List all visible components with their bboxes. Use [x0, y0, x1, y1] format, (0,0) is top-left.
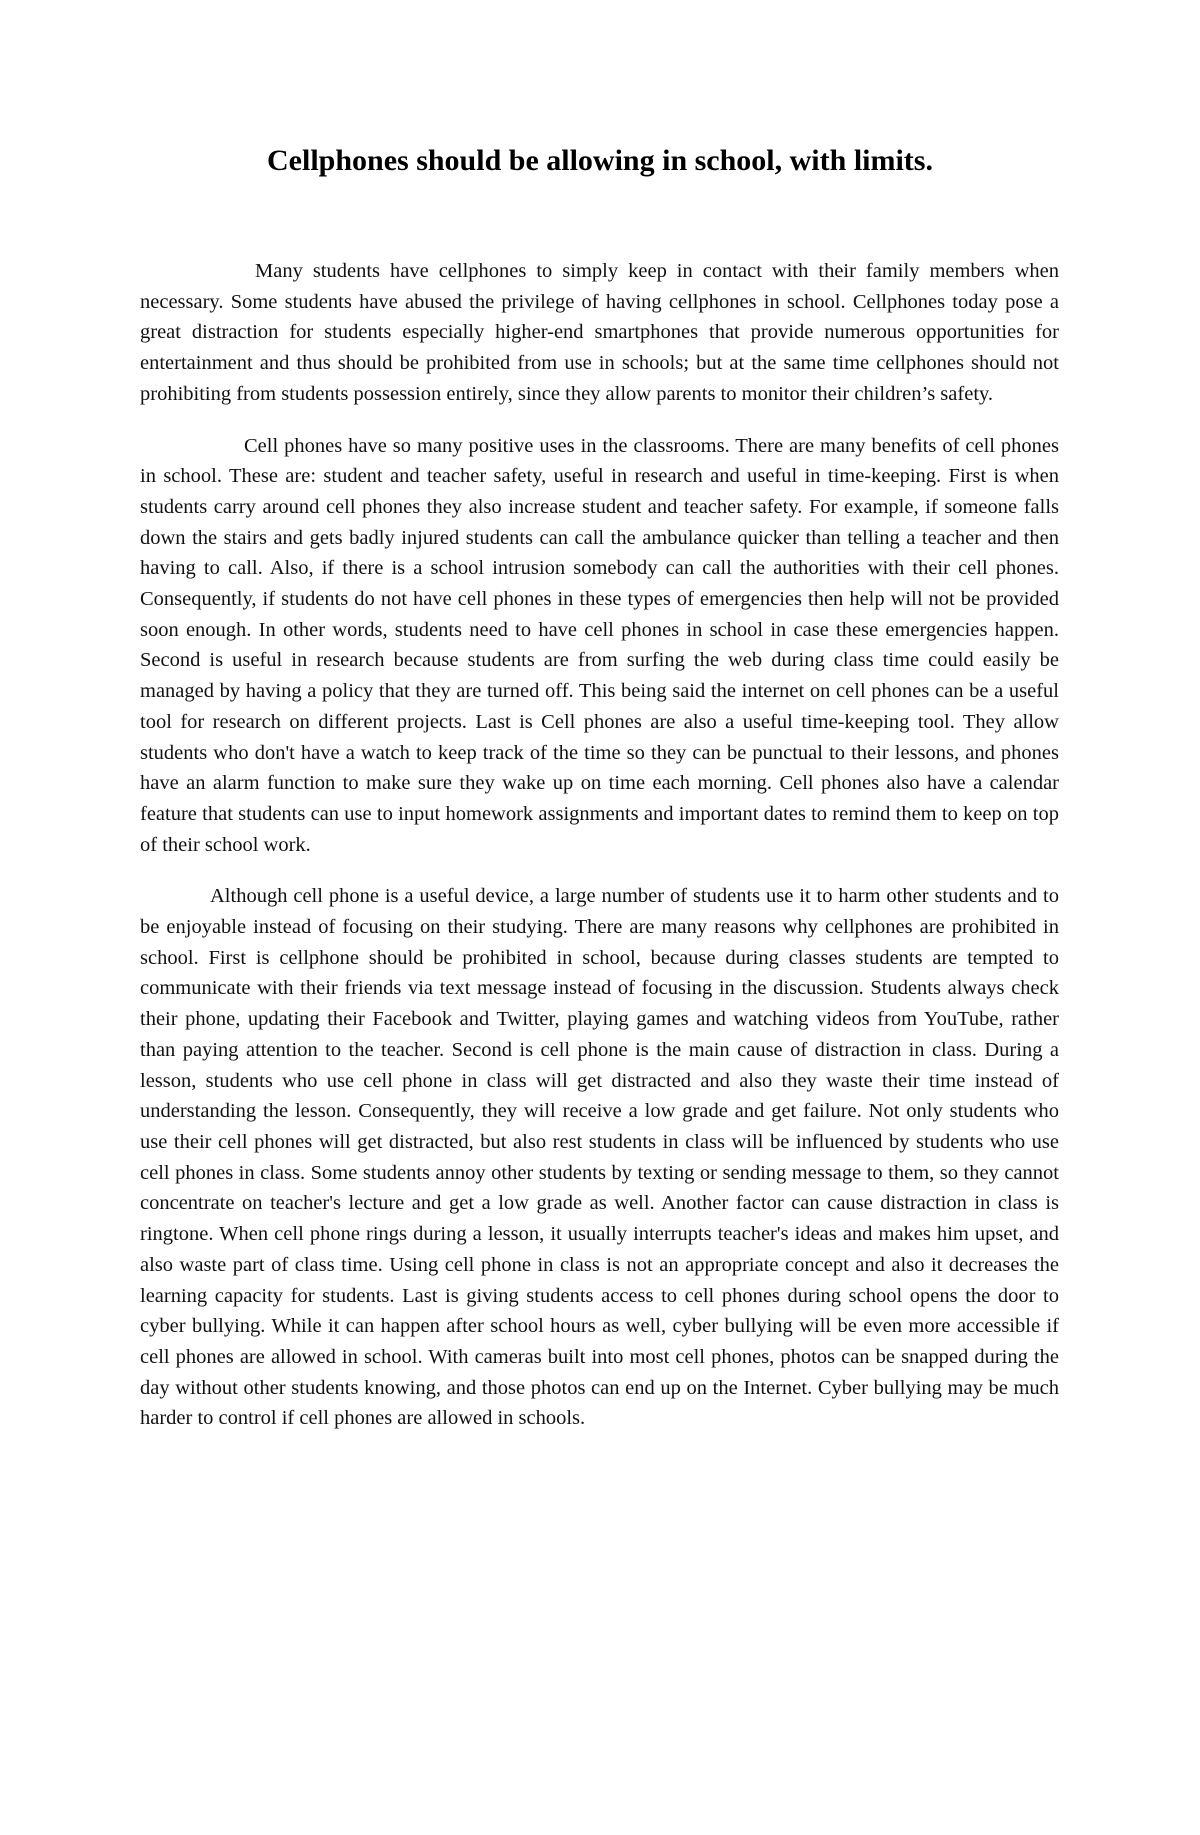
paragraph-drawbacks: Although cell phone is a useful device, a large number of students use it to harm other students and to be enjoyable instead of focusing on their studying. There are many reasons why cellphones are prohibited in school. First is cellphone should be prohibited in school, because during classes students are tempted to communicate with their friends via text message instead of focusing in the discussion. Students always check their phone, updating their Facebook and Twitter, playing games and watching videos from YouTube, rather than paying attention to the teacher. Second is cell phone is the main cause of distraction in class. During a lesson, students who use cell phone in class will get distracted and also they waste their time instead of understanding the lesson. Consequently, they will receive a low grade and get failure. Not only students who use their cell phones will get distracted, but also rest students in class will be influenced by students who use cell phones in class. Some students annoy other students by texting or sending message to them, so they cannot concentrate on teacher's lecture and get a low grade as well. Another factor can cause distraction in class is ringtone. When cell phone rings during a lesson, it usually interrupts teacher's ideas and makes him upset, and also waste part of class time. Using cell phone in class is not an appropriate concept and also it decreases the learning capacity for students. Last is giving students access to cell phones during school opens the door to cyber bullying. While it can happen after school hours as well, cyber bullying will be even more accessible if cell phones are allowed in school. With cameras built into most cell phones, photos can be snapped during the day without other students knowing, and those photos can end up on the Internet. Cyber bullying may be much harder to control if cell phones are allowed in schools.: [140, 885, 1059, 1430]
paragraph-introduction: Many students have cellphones to simply keep in contact with their family members when necessary. Some students have abused the privilege of having cellphones in school. Cellphones today pose a great distraction for students especially higher-end smartphones that provide numerous opportunities for entertainment and thus should be prohibited from use in schools; but at the same time cellphones should not prohibiting from students possession entirely, since they allow parents to monitor their children’s safety.: [140, 260, 1059, 405]
document-body: [140, 256, 1059, 1455]
document-title: Cellphones should be allowing in school, with limits.: [267, 144, 933, 177]
paragraph-benefits: Cell phones have so many positive uses in the classrooms. There are many benefits of cell phones in school. These are: student and teacher safety, useful in research and useful in time-keeping. First is when students carry around cell phones they also increase student and teacher safety. For example, if someone falls down the stairs and gets badly injured students can call the ambulance quicker than telling a teacher and then having to call. Also, if there is a school intrusion somebody can call the authorities with their cell phones. Consequently, if students do not have cell phones in these types of emergencies then help will not be provided soon enough. In other words, students need to have cell phones in school in case these emergencies happen. Second is useful in research because students are from surfing the web during class time could easily be managed by having a policy that they are turned off. This being said the internet on cell phones can be a useful tool for research on different projects. Last is Cell phones are also a useful time-keeping tool. They allow students who don't have a watch to keep track of the time so they can be punctual to their lessons, and phones have an alarm function to make sure they wake up on time each morning. Cell phones also have a calendar feature that students can use to input homework assignments and important dates to remind them to keep on top of their school work.: [140, 434, 1059, 856]
